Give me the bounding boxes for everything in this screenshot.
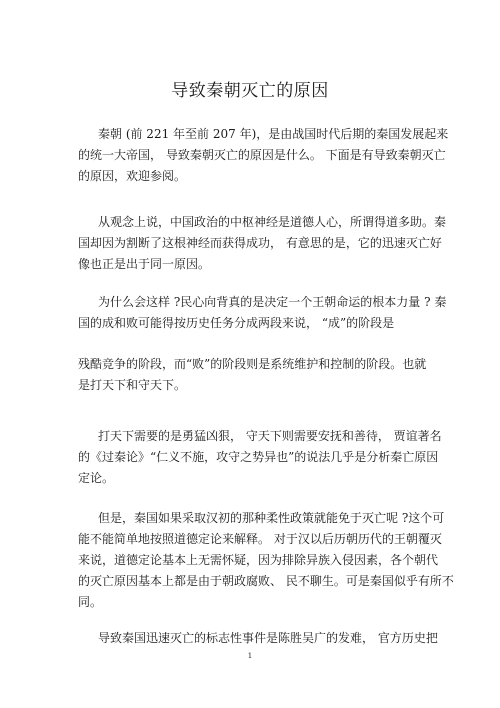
paragraph-line: 的《过秦论》“仁义不施，攻守之势异也”的说法几乎是分析秦亡原因 [78,450,439,464]
paragraph-2 [78,212,447,275]
page-number: 1 [247,652,253,660]
paragraph-line: 导致秦国迅速灭亡的标志性事件是陈胜吴广的发难， 官方历史把 [98,631,438,645]
paragraph-line: 来说，道德定论基本上无需怀疑，因为排除异族入侵因素，各个朝代 [78,553,439,567]
paragraph-6 [78,508,454,613]
paragraph-line: 的统一大帝国， 导致秦朝灭亡的原因是什么。 下面是有导致秦朝灭亡 [78,148,446,162]
paragraph-line: 的原因，欢迎参阅。 [78,169,187,183]
paragraph-line: 为什么会这样 ?民心向背真的是决定一个王朝命运的根本力量 ? 秦 [98,295,447,309]
paragraph-line: 秦朝 (前 221 年至前 207 年)，是由战国时代后期的秦国发展起来 [98,127,449,141]
paragraph-line: 残酷竞争的阶段，而“败”的阶段则是系统维护和控制的阶段。也就 [78,357,427,371]
paragraph-line: 同。 [78,595,103,609]
paragraph-line: 但是，秦国如果采取汉初的那种柔性政策就能免于灭亡呢 ?这个可 [98,511,445,525]
paragraph-5 [78,426,442,489]
paragraph-line: 国的成和败可能得按历史任务分成两段来说， “成”的阶段是 [78,316,395,330]
document-title: 导致秦朝灭亡的原因 [171,81,329,101]
paragraph-line: 的灭亡原因基本上都是由于朝政腐败、 民不聊生。可是秦国似乎有所不 [78,574,454,588]
paragraph-7 [78,628,438,649]
paragraph-line: 能不能简单地按照道德定论来解释。 对于汉以后历朝历代的王朝覆灭 [78,532,442,546]
paragraph-line: 像也正是出于同一原因。 [78,257,211,271]
paragraph-line: 国却因为割断了这根神经而获得成功， 有意思的是，它的迅速灭亡好 [78,236,442,250]
paragraph-line: 定论。 [78,471,115,485]
paragraph-3 [78,292,447,334]
paragraph-1 [78,124,449,187]
paragraph-4 [78,354,426,396]
paragraph-line: 打天下需要的是勇猛凶狠， 守天下则需要安抚和善待， 贾谊著名 [98,429,442,443]
paragraph-line: 从观念上说，中国政治的中枢神经是道德人心，所谓得道多助。秦 [98,215,447,229]
paragraph-line: 是打天下和守天下。 [78,378,187,392]
